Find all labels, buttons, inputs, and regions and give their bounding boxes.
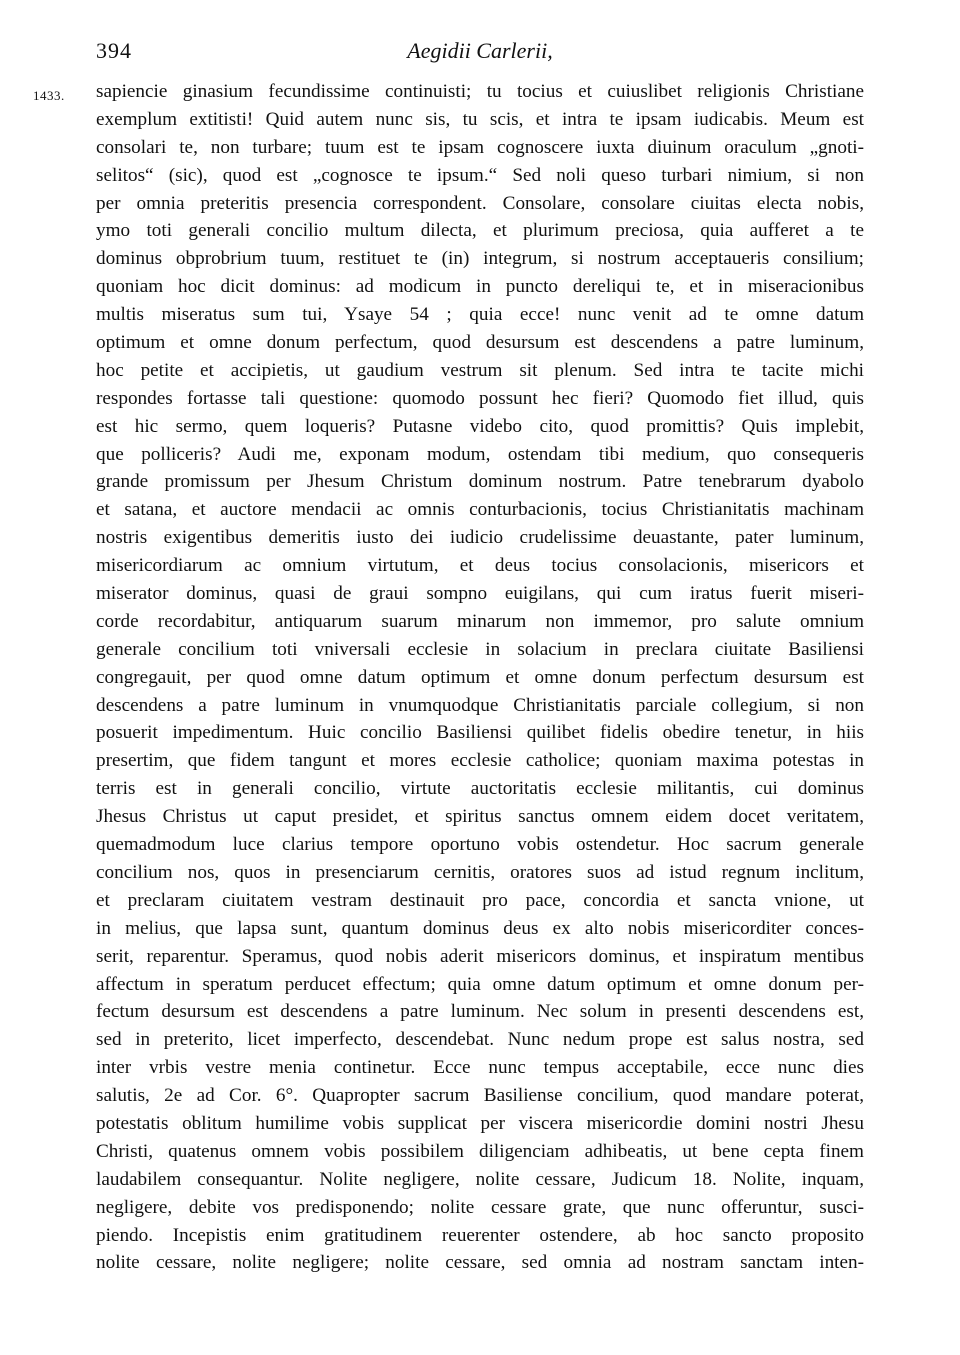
text-line: selitos“ (sic), quod est „cognosce te ipsum.“ Sed noli queso turbari nimium, si non (96, 164, 864, 186)
text-line: affectum in speratum perducet effectum; quia omne datum optimum et omne donum per- (96, 973, 864, 995)
text-line: Jhesus Christus ut caput presidet, et spiritus sanctus omnem eidem docet veritatem, (96, 806, 864, 828)
text-line: respondes fortasse tali questione: quomodo possunt hec fieri? Quomodo fiet illud, quis (96, 387, 864, 409)
text-line: posuerit impedimentum. Huic concilio Basiliensi quilibet fidelis obedire tenetur, in hiis (96, 722, 864, 744)
text-line: per omnia preteritis presencia correspondent. Consolare, consolare ciuitas electa nobis, (96, 192, 864, 214)
body-text (96, 78, 864, 1277)
text-line: inter vrbis vestre menia continetur. Ecce nunc tempus acceptabile, ecce nunc dies (96, 1057, 864, 1079)
text-line: congregauit, per quod omne datum optimum et omne donum perfectum desursum est (96, 666, 864, 688)
text-line: fectum desursum est descendens a patre luminum. Nec solum in presenti descendens est, (96, 1001, 864, 1023)
text-line: misericordiarum ac omnium virtutum, et deus tocius consolacionis, misericors et (96, 555, 864, 577)
text-line: miserator dominus, quasi de graui sompno euigilans, qui cum iratus fuerit miseri- (96, 583, 864, 605)
text-line: hoc petite et accipietis, ut gaudium vestrum sit plenum. Sed intra te tacite michi (96, 359, 864, 381)
text-line: concilium nos, quos in presenciarum cernitis, oratores suos ad istud regnum inclitum, (96, 861, 864, 883)
text-line: nolite cessare, nolite negligere; nolite cessare, sed omnia ad nostram sanctam inten- (96, 1252, 864, 1274)
text-line: dominus obprobrium tuum, restituet te (in) integrum, si nostrum acceptaueris consilium; (96, 248, 864, 270)
text-line: sed in preterito, licet imperfecto, descendebat. Nunc nedum prope est salus nostra, sed (96, 1029, 864, 1051)
text-line: descendens a patre luminum in vnumquodque Christianitatis parciale collegium, si non (96, 694, 864, 716)
text-line: piendo. Incepistis enim gratitudinem reuerenter ostendere, ab hoc sancto proposito (96, 1224, 864, 1246)
text-line: que polliceris? Audi me, exponam modum, ostendam tibi medium, quo consequeris (96, 443, 864, 465)
text-line: optimum et omne donum perfectum, quod desursum est descendens a patre luminum, (96, 332, 864, 354)
text-line: quoniam hoc dicit dominus: ad modicum in puncto dereliqui te, et in miseracionibus (96, 276, 864, 298)
text-line: quemadmodum luce clarius tempore oportuno vobis ostendetur. Hoc sacrum generale (96, 834, 864, 856)
text-line: sapiencie ginasium fecundissime continuisti; tu tocius et cuiuslibet religionis Christiane (96, 81, 864, 102)
margin-year-note: 1433. (33, 88, 65, 103)
text-line: laudabilem consequantur. Nolite negligere, nolite cessare, Judicum 18. Nolite, inquam, (96, 1168, 864, 1190)
text-line: presertim, que fidem tangunt et mores ecclesie catholice; quoniam maxima potestas in (96, 750, 864, 772)
text-line: nostris exigentibus demeritis iusto dei iudicio crudelissime deuastante, pater luminum, (96, 527, 864, 549)
running-title: Aegidii Carlerii, (407, 38, 553, 63)
text-line: potestatis oblitum humilime vobis supplicat per viscera misericordie domini nostri Jhesu (96, 1112, 864, 1134)
text-line: negligere, debite vos predisponendo; nolite cessare grate, que nunc offeruntur, susci- (96, 1196, 864, 1218)
text-line: serit, reparentur. Speramus, quod nobis aderit misericors dominus, et inspiratum mentibus (96, 945, 864, 967)
text-line: salutis, 2e ad Cor. 6°. Quapropter sacrum Basiliense concilium, quod mandare poterat, (96, 1085, 864, 1107)
text-line: exemplum extitisti! Quid autem nunc sis, tu scis, et intra te ipsam iudicabis. Meum est (96, 108, 864, 130)
text-line: et preclaram ciuitatem vestram destinauit pro pace, concordia et sancta vnione, ut (96, 889, 864, 911)
text-line: terris est in generali concilio, virtute auctoritatis ecclesie militantis, cui dominus (96, 778, 864, 800)
text-line: grande promissum per Jhesum Christum dominum nostrum. Patre tenebrarum dyabolo (96, 471, 864, 493)
text-line: multis miseratus sum tui, Ysaye 54 ; quia ecce! nunc venit ad te omne datum (96, 304, 864, 326)
text-line: in melius, que lapsa sunt, quantum dominus deus ex alto nobis misericorditer conces- (96, 917, 864, 939)
text-line: generale concilium toti vniversali ecclesie in solacium in preclara ciuitate Basiliensi (96, 638, 864, 660)
text-line: corde recordabitur, antiquarum suarum minarum non immemor, pro salute omnium (96, 610, 864, 632)
text-line: est hic sermo, quem loqueris? Putasne videbo cito, quod promittis? Quis implebit, (96, 415, 864, 437)
text-line: consolari te, non turbare; tuum est te ipsam cognoscere iuxta diuinum oraculum „gnoti- (96, 136, 864, 158)
page-header (96, 38, 864, 68)
text-line: ymo toti generali concilio multum dilecta, et plurimum preciosa, quia aufferet a te (96, 220, 864, 242)
text-line: et satana, et auctore mendacii ac omnis conturbacionis, tocius Christianitatis machinam (96, 499, 864, 521)
text-line: Christi, quatenus omnem vobis possibilem diligenciam adhibeatis, ut bene cepta finem (96, 1140, 864, 1162)
page-number: 394 (96, 38, 132, 63)
